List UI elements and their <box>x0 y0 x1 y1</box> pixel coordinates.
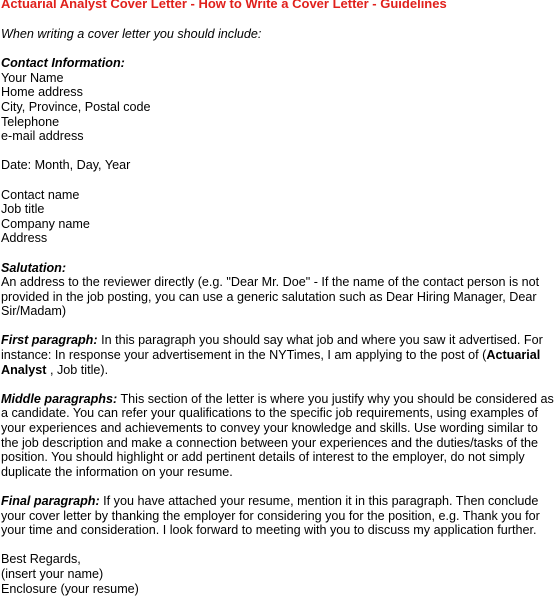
salutation-body: An address to the reviewer directly (e.g. "Dear Mr. Doe" - If the name of the contact person is not provided in the job posting, you can use a generic salutation such as Dear Hiring Manager, Dear Sir/Madam) <box>1 275 540 319</box>
final-paragraph-body: If you have attached your resume, mention it in this paragraph. Then conclude your cover letter by thanking the employer for considering you for the position, e.g. Thank you for your time and consideration. I look forward to meeting with you to discuss my application further. <box>1 494 540 538</box>
recipient-section <box>1 188 557 246</box>
middle-paragraphs-label: Middle paragraphs: <box>1 391 118 406</box>
recipient-line-address: Address <box>1 231 48 246</box>
final-paragraph-section <box>1 494 557 538</box>
recipient-line-company-name: Company name <box>1 216 90 231</box>
contact-line-email: e-mail address <box>1 129 84 144</box>
date-line: Date: Month, Day, Year <box>1 158 131 173</box>
middle-paragraphs-body: This section of the letter is where you justify why you should be considered as a candidate. You can refer your qualifications to the specific job requirements, using examples of your experiences and achievements to convey your knowledge and skills. Use wording similar to the job description and make a connection between your experiences and the duties/tasks of the position. You should highlight or add pertinent details of interest to the employer, do not simply duplicate the information on your resume. <box>1 391 554 479</box>
contact-information-heading: Contact Information: <box>1 56 125 71</box>
first-paragraph-text <box>1 333 557 377</box>
contact-line-name: Your Name <box>1 70 64 85</box>
closing-line-enclosure: Enclosure (your resume) <box>1 581 139 596</box>
salutation-section <box>1 261 557 319</box>
closing-line-name: (insert your name) <box>1 566 104 581</box>
cover-letter-document <box>1 0 557 596</box>
final-paragraph-text <box>1 494 557 538</box>
contact-information-section <box>1 56 557 144</box>
document-title: Actuarial Analyst Cover Letter - How to Write a Cover Letter - Guidelines <box>1 0 447 11</box>
first-paragraph-body-before: In this paragraph you should say what job and where you saw it advertised. For instance: In response your advertisement in the NYTimes, I am applying to the post of ( <box>1 333 543 363</box>
first-paragraph-label: First paragraph: <box>1 333 98 348</box>
middle-paragraphs-text <box>1 392 557 480</box>
recipient-line-contact-name: Contact name <box>1 187 80 202</box>
date-section <box>1 158 557 173</box>
middle-paragraphs-section <box>1 392 557 480</box>
contact-line-city: City, Province, Postal code <box>1 99 151 114</box>
closing-section <box>1 552 557 596</box>
intro-text: When writing a cover letter you should include: <box>1 27 262 41</box>
first-paragraph-section <box>1 333 557 377</box>
contact-line-home-address: Home address <box>1 85 83 100</box>
first-paragraph-body-after: , Job title). <box>46 362 109 377</box>
recipient-line-job-title: Job title <box>1 202 45 217</box>
first-paragraph-job: Actuarial Analyst <box>1 348 541 377</box>
salutation-heading: Salutation: <box>1 260 67 275</box>
final-paragraph-label: Final paragraph: <box>1 494 100 508</box>
contact-line-telephone: Telephone <box>1 114 60 129</box>
closing-line-regards: Best Regards, <box>1 552 81 567</box>
